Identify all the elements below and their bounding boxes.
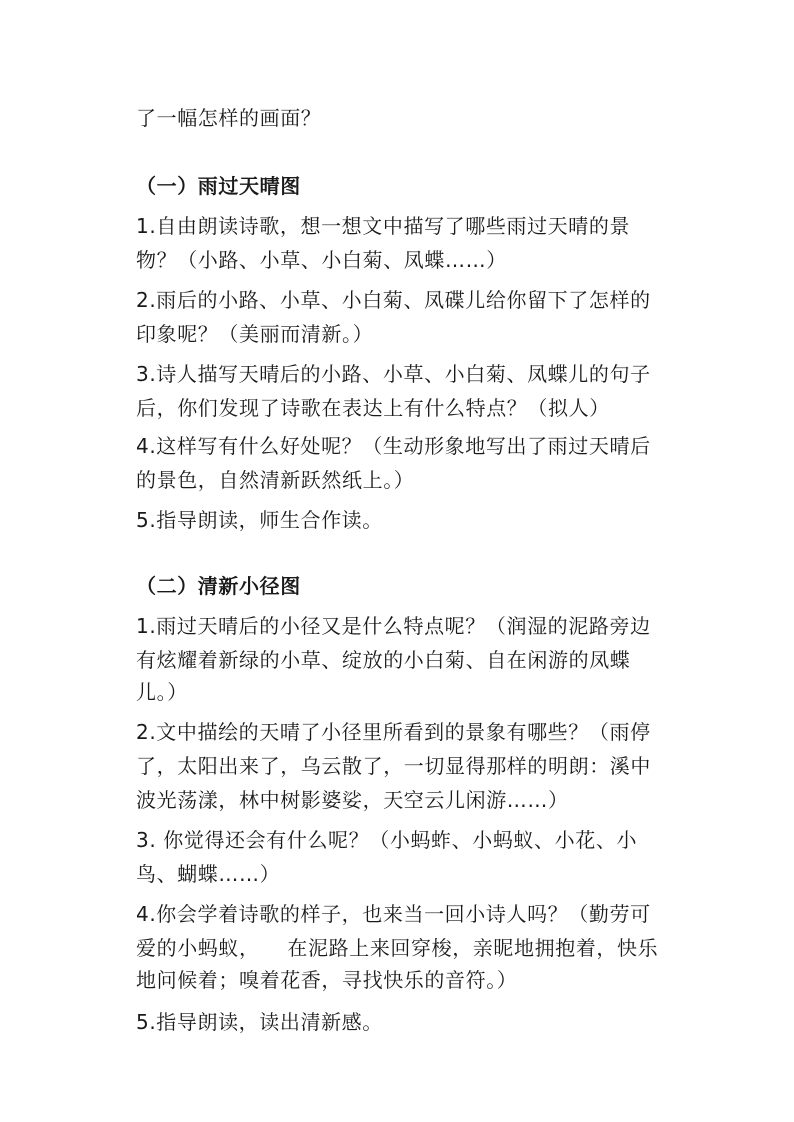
section1-item4-line1: 4.这样写有什么好处呢？（生动形象地写出了雨过天晴后 [136, 434, 651, 458]
section1-item3-line1: 3.诗人描写天晴后的小路、小草、小白菊、凤蝶儿的句子 [136, 362, 651, 386]
section1-item4-line2: 的景色，自然清新跃然纸上。） [136, 468, 415, 492]
section2-item3-line2: 鸟、蝴蝶……） [136, 862, 281, 886]
section2-item4-line1: 4.你会学着诗歌的样子，也来当一回小诗人吗？（勤劳可 [136, 902, 651, 926]
section1-item5-line1: 5.指导朗读，师生合作读。 [136, 508, 383, 532]
section1-item1-line2: 物？（小路、小草、小白菊、凤蝶……） [136, 248, 507, 272]
section2-item4-line3: 地问候着；嗅着花香，寻找快乐的音符。） [136, 968, 518, 992]
section1-item2-line1: 2.雨后的小路、小草、小白菊、凤碟儿给你留下了怎样的 [136, 288, 651, 312]
section2-heading: （二）清新小径图 [136, 574, 301, 598]
section2-item2-line3: 波光荡漾，林中树影婆娑，天空云儿闲游……） [136, 788, 569, 812]
section2-item2-line1: 2.文中描绘的天晴了小径里所看到的景象有哪些？（雨停 [136, 720, 651, 744]
section2-item1-line1: 1.雨过天晴后的小径又是什么特点呢？（润湿的泥路旁边 [136, 614, 651, 638]
section1-item1-line1: 1.自由朗读诗歌，想一想文中描写了哪些雨过天晴的景 [136, 214, 631, 238]
intro-line: 了一幅怎样的画面？ [136, 106, 322, 130]
section1-item2-line2: 印象呢？（美丽而清新。） [136, 322, 374, 346]
section2-item5-line1: 5.指导朗读，读出清新感。 [136, 1010, 383, 1034]
section2-item4-line2: 爱的小蚂蚁， 在泥路上来回穿梭，亲昵地拥抱着，快乐 [136, 936, 659, 960]
section2-item1-line2: 有炫耀着新绿的小草、绽放的小白菊、自在闲游的凤蝶 [136, 648, 631, 672]
section2-item2-line2: 了，太阳出来了，乌云散了，一切显得那样的明朗：溪中 [136, 754, 651, 778]
section1-item3-line2: 后，你们发现了诗歌在表达上有什么特点？（拟人） [136, 396, 610, 420]
section2-item1-line3: 儿。） [136, 680, 188, 704]
section1-heading: （一）雨过天晴图 [136, 174, 301, 198]
section2-item3-line1: 3. 你觉得还会有什么呢？（小蚂蚱、小蚂蚁、小花、小 [136, 828, 638, 852]
